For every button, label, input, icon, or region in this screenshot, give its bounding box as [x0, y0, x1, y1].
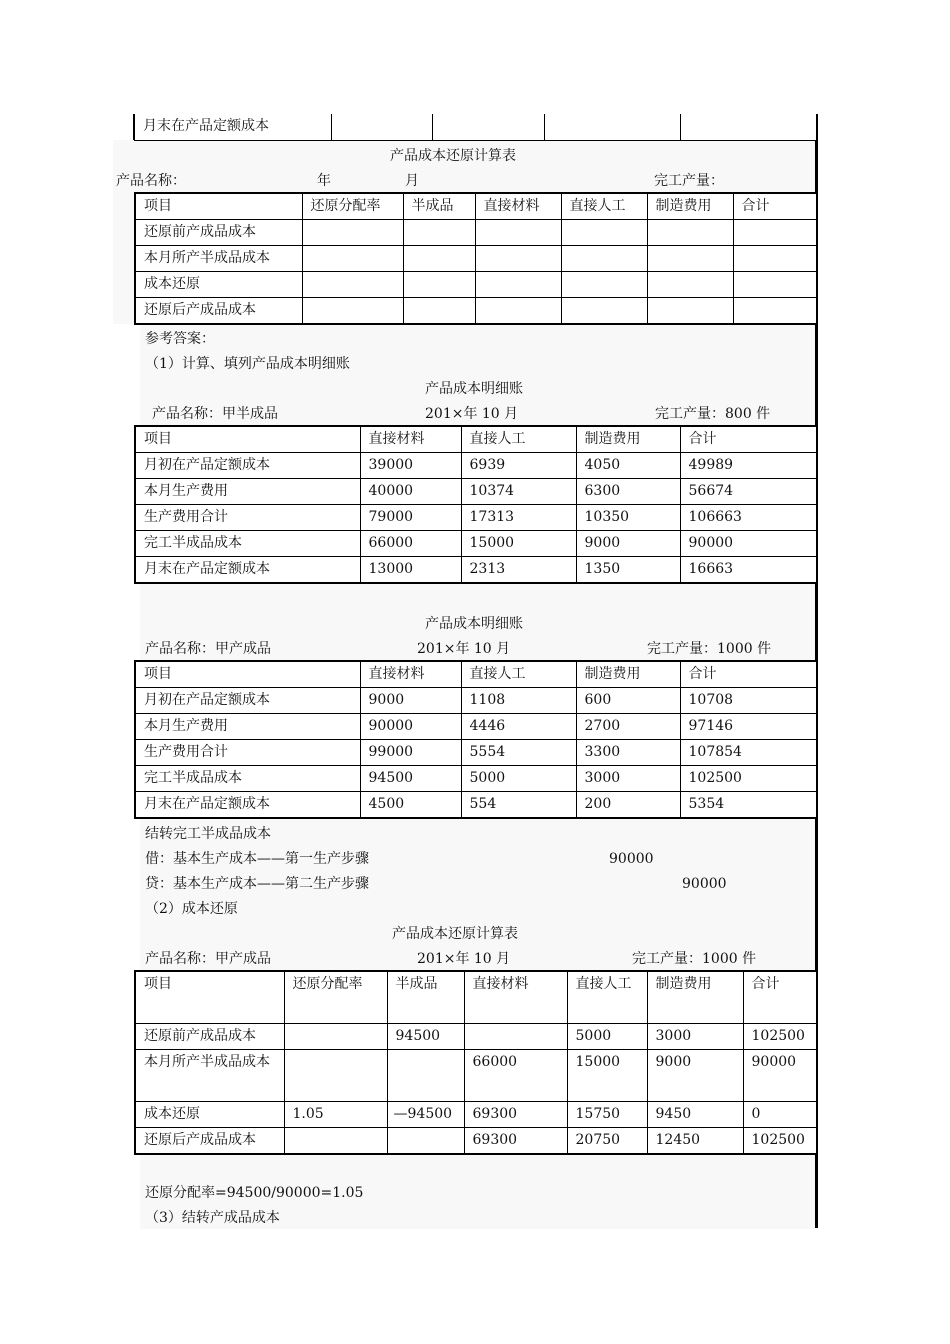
top-fragment-table [134, 114, 817, 141]
table-header-row [135, 971, 817, 1024]
table-cell [387, 1050, 464, 1102]
row-label: 还原后产成品成本 [135, 298, 302, 325]
table-row [135, 220, 817, 246]
answer-step1: （1）计算、填列产品成本明细账 [145, 356, 350, 372]
ledger1-title: 产品成本明细账 [425, 381, 523, 397]
table-cell: 94500 [387, 1024, 464, 1050]
table-cell: 5554 [461, 740, 576, 766]
row-label: 成本还原 [135, 272, 302, 298]
table-cell: 5000 [461, 766, 576, 792]
table-cell: 102500 [743, 1128, 817, 1155]
table-cell: 90000 [680, 531, 817, 557]
table-cell: 1.05 [284, 1102, 387, 1128]
table-row [135, 1102, 817, 1128]
table-cell: 90000 [743, 1050, 817, 1102]
table-cell: 15000 [567, 1050, 647, 1102]
restore-blank-year: 年 [317, 173, 331, 189]
table-cell: 106663 [680, 505, 817, 531]
table-row [135, 505, 817, 531]
table-cell: 40000 [360, 479, 461, 505]
table-cell: 13000 [360, 557, 461, 584]
table-cell: 10374 [461, 479, 576, 505]
table-cell: 600 [576, 688, 680, 714]
restore-blank-product-label: 产品名称： [116, 173, 186, 189]
row-label: 月末在产品定额成本 [135, 557, 360, 584]
table-row [135, 272, 817, 298]
row-label: 月初在产品定额成本 [135, 453, 360, 479]
table-cell: 3000 [576, 766, 680, 792]
table-header-row [135, 661, 817, 688]
table-row [135, 531, 817, 557]
table-cell: 4446 [461, 714, 576, 740]
answer-step3: （3）结转产成品成本 [145, 1210, 280, 1226]
table-cell: 90000 [360, 714, 461, 740]
header-cell: 还原分配率 [302, 193, 403, 220]
table-cell: 66000 [464, 1050, 567, 1102]
header-cell: 项目 [135, 426, 360, 453]
journal-credit: 贷：基本生产成本——第二生产步骤 [145, 876, 369, 892]
table-cell: 79000 [360, 505, 461, 531]
header-cell: 制造费用 [647, 971, 743, 1024]
table-cell: 17313 [461, 505, 576, 531]
restore-filled-product: 产品名称：甲产成品 [145, 951, 271, 967]
table-row [135, 298, 817, 325]
table-cell: 94500 [360, 766, 461, 792]
table-row [135, 792, 817, 819]
row-label: 本月生产费用 [135, 714, 360, 740]
table-cell: 0 [743, 1102, 817, 1128]
ledger1-product: 产品名称：甲半成品 [152, 406, 278, 422]
restore-filled-date: 201×年 10 月 [417, 951, 511, 967]
table-header-row [135, 193, 817, 220]
table-cell: 5000 [567, 1024, 647, 1050]
table-cell: 69300 [464, 1102, 567, 1128]
table-row [135, 766, 817, 792]
table-cell: 49989 [680, 453, 817, 479]
table-row [135, 453, 817, 479]
ledger1-table [134, 425, 818, 584]
header-cell: 直接人工 [461, 426, 576, 453]
table-cell: 1108 [461, 688, 576, 714]
restore-filled-title: 产品成本还原计算表 [392, 926, 518, 942]
restore-blank-output-label: 完工产量： [654, 173, 724, 189]
journal-debit-amount: 90000 [609, 851, 654, 867]
table-cell: 10350 [576, 505, 680, 531]
table-cell: 107854 [680, 740, 817, 766]
table-cell: 200 [576, 792, 680, 819]
table-row [135, 688, 817, 714]
table-cell: 16663 [680, 557, 817, 584]
table-row [135, 740, 817, 766]
header-cell: 半成品 [387, 971, 464, 1024]
table-cell: 56674 [680, 479, 817, 505]
row-label: 成本还原 [135, 1102, 284, 1128]
table-cell: 9000 [576, 531, 680, 557]
restore-filled-table [134, 970, 818, 1155]
header-cell: 直接材料 [464, 971, 567, 1024]
ledger1-date: 201×年 10 月 [425, 406, 519, 422]
row-label: 月末在产品定额成本 [135, 792, 360, 819]
table-row [135, 1128, 817, 1155]
ledger2-date: 201×年 10 月 [417, 641, 511, 657]
table-header-row [135, 426, 817, 453]
table-cell: 9000 [647, 1050, 743, 1102]
journal-debit: 借：基本生产成本——第一生产步骤 [145, 851, 369, 867]
table-row [135, 1024, 817, 1050]
table-cell: 9000 [360, 688, 461, 714]
table-row [135, 1050, 817, 1102]
table-cell: 3000 [647, 1024, 743, 1050]
header-cell: 直接材料 [360, 661, 461, 688]
header-cell: 制造费用 [576, 426, 680, 453]
header-cell: 直接材料 [360, 426, 461, 453]
ledger2-table [134, 660, 818, 819]
header-cell: 制造费用 [576, 661, 680, 688]
table-cell: 97146 [680, 714, 817, 740]
table-cell: 6939 [461, 453, 576, 479]
table-cell: 1350 [576, 557, 680, 584]
table-cell: 39000 [360, 453, 461, 479]
header-cell: 制造费用 [647, 193, 733, 220]
table-cell: 102500 [680, 766, 817, 792]
ledger2-title: 产品成本明细账 [425, 616, 523, 632]
table-cell: 66000 [360, 531, 461, 557]
header-cell: 合计 [680, 661, 817, 688]
restore-blank-table [134, 192, 818, 325]
table-cell: 554 [461, 792, 576, 819]
row-label: 完工半成品成本 [135, 531, 360, 557]
table-cell: 15000 [461, 531, 576, 557]
table-cell: 2700 [576, 714, 680, 740]
table-cell [387, 1128, 464, 1155]
header-cell: 直接人工 [561, 193, 647, 220]
row-label: 还原前产成品成本 [135, 220, 302, 246]
header-cell: 直接人工 [461, 661, 576, 688]
table-cell: 2313 [461, 557, 576, 584]
ledger2-product: 产品名称：甲产成品 [145, 641, 271, 657]
table-row [135, 479, 817, 505]
answer-heading: 参考答案： [145, 331, 215, 347]
table-cell: 5354 [680, 792, 817, 819]
table-cell: 3300 [576, 740, 680, 766]
header-cell: 项目 [135, 971, 284, 1024]
row-label: 还原前产成品成本 [135, 1024, 284, 1050]
table-cell: 102500 [743, 1024, 817, 1050]
row-label: 生产费用合计 [135, 505, 360, 531]
table-cell: 9450 [647, 1102, 743, 1128]
row-label: 完工半成品成本 [135, 766, 360, 792]
row-label: 本月生产费用 [135, 479, 360, 505]
table-cell: —94500 [387, 1102, 464, 1128]
table-cell: 4050 [576, 453, 680, 479]
header-cell: 直接材料 [475, 193, 561, 220]
restore-blank-month: 月 [405, 173, 419, 189]
table-cell [284, 1050, 387, 1102]
top-fragment-label: 月末在产品定额成本 [135, 114, 332, 140]
restore-blank-title: 产品成本还原计算表 [390, 148, 516, 164]
table-row [135, 246, 817, 272]
row-label: 月初在产品定额成本 [135, 688, 360, 714]
table-cell: 6300 [576, 479, 680, 505]
row-label: 本月所产半成品成本 [135, 1050, 284, 1102]
header-cell: 还原分配率 [284, 971, 387, 1024]
row-label: 生产费用合计 [135, 740, 360, 766]
header-cell: 合计 [743, 971, 817, 1024]
restore-filled-output: 完工产量：1000 件 [632, 951, 757, 967]
table-cell [464, 1024, 567, 1050]
table-cell: 12450 [647, 1128, 743, 1155]
journal-credit-amount: 90000 [682, 876, 727, 892]
table-row [135, 557, 817, 584]
table-cell: 10708 [680, 688, 817, 714]
table-cell [284, 1128, 387, 1155]
answer-step2: （2）成本还原 [145, 901, 238, 917]
header-cell: 合计 [680, 426, 817, 453]
table-cell: 4500 [360, 792, 461, 819]
table-cell: 20750 [567, 1128, 647, 1155]
row-label: 本月所产半成品成本 [135, 246, 302, 272]
header-cell: 半成品 [403, 193, 475, 220]
table-cell: 69300 [464, 1128, 567, 1155]
table-row [135, 714, 817, 740]
table-cell [284, 1024, 387, 1050]
ledger1-output: 完工产量：800 件 [655, 406, 771, 422]
table-cell: 99000 [360, 740, 461, 766]
header-cell: 合计 [733, 193, 817, 220]
ledger2-output: 完工产量：1000 件 [647, 641, 772, 657]
table-cell: 15750 [567, 1102, 647, 1128]
header-cell: 项目 [135, 193, 302, 220]
rate-formula: 还原分配率=94500/90000=1.05 [145, 1185, 364, 1201]
header-cell: 项目 [135, 661, 360, 688]
header-cell: 直接人工 [567, 971, 647, 1024]
row-label: 还原后产成品成本 [135, 1128, 284, 1155]
journal-heading: 结转完工半成品成本 [145, 826, 271, 842]
